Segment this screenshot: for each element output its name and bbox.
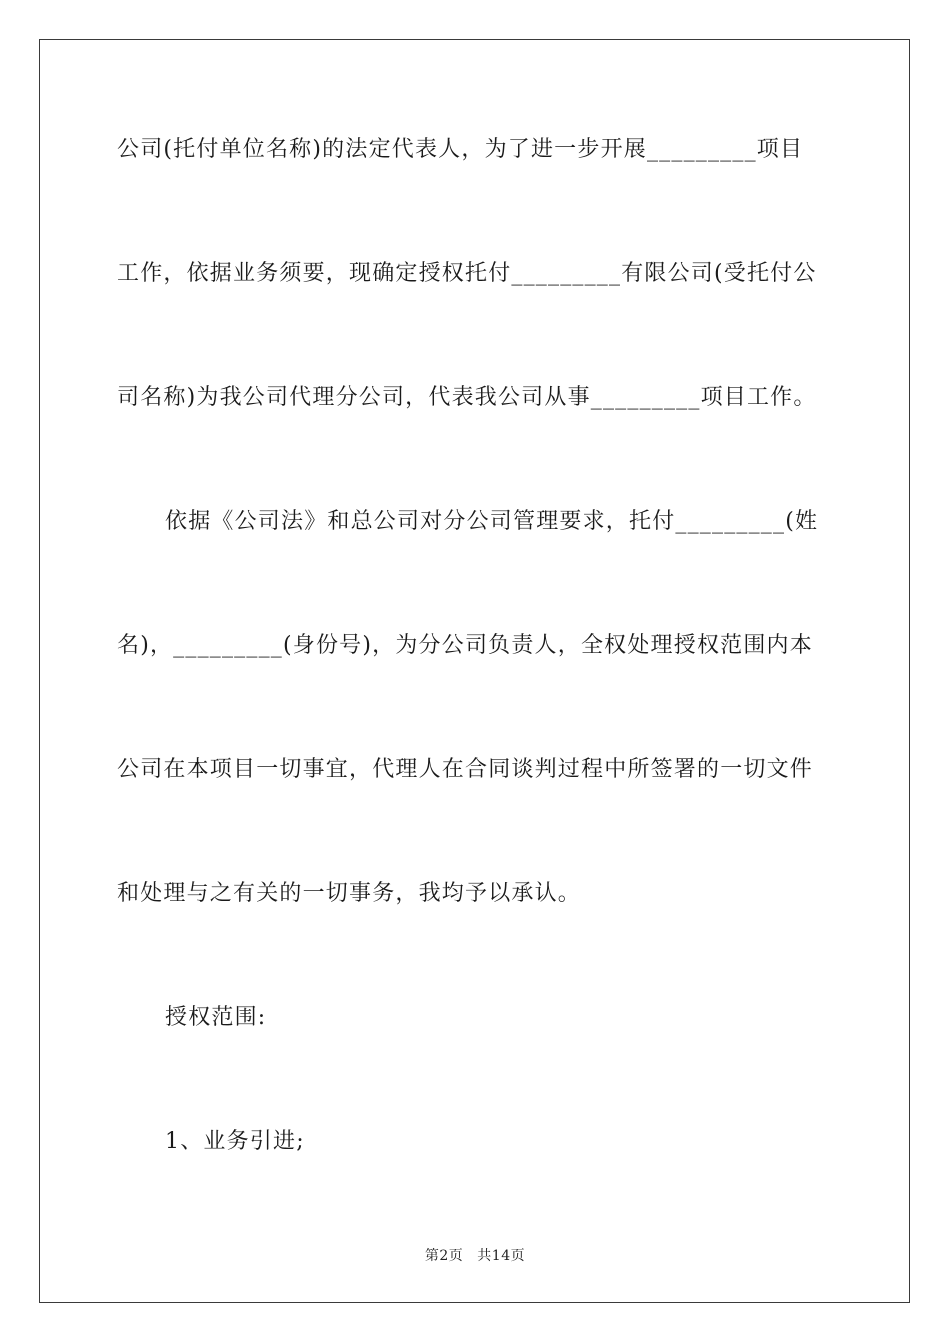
paragraph-line: 公司(托付单位名称)的法定代表人，为了进一步开展_________项目	[117, 137, 804, 162]
total-pages: 共14页	[477, 1248, 526, 1264]
paragraph-line: 和处理与之有关的一切事务，我均予以承认。	[117, 881, 582, 906]
page-number: 第2页	[424, 1248, 464, 1264]
page-footer	[0, 1245, 950, 1265]
section-heading: 授权范围:	[165, 1005, 267, 1030]
list-item: 1、业务引进;	[165, 1129, 305, 1154]
document-body	[117, 122, 833, 1238]
paragraph-line: 依据《公司法》和总公司对分公司管理要求，托付_________(姓	[165, 509, 819, 534]
paragraph-line: 公司在本项目一切事宜，代理人在合同谈判过程中所签署的一切文件	[117, 757, 814, 782]
paragraph-line: 名)，_________(身份号)，为分公司负责人，全权处理授权范围内本	[117, 633, 813, 658]
paragraph-line: 司名称)为我公司代理分公司，代表我公司从事_________项目工作。	[117, 385, 817, 410]
paragraph-line: 工作，依据业务须要，现确定授权托付_________有限公司(受托付公	[117, 261, 817, 286]
